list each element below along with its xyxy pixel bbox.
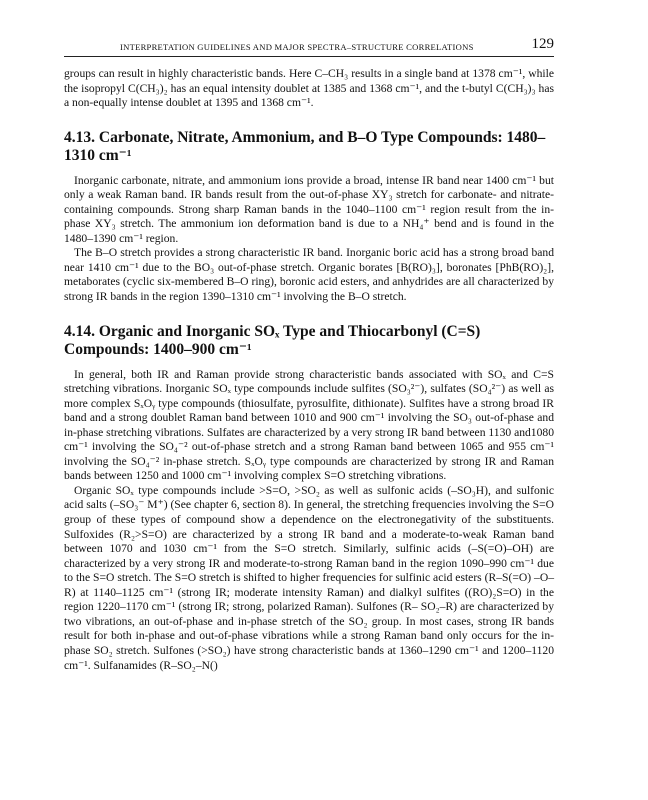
page-number: 129 (531, 36, 554, 52)
page (64, 36, 554, 673)
running-header (64, 36, 554, 57)
section-heading-4-14: 4.14. Organic and Inorganic SOₓ Type and Thiocarbonyl (C=S) Compounds: 1400–900 cm⁻¹ (64, 322, 481, 358)
section-heading-4-13: 4.13. Carbonate, Nitrate, Ammonium, and B–O Type Compounds: 1480–1310 cm⁻¹ (64, 128, 546, 164)
intro-paragraph: groups can result in highly characteristic bands. Here C–CH₃ results in a single band at 1378 cm⁻¹, while the isopropyl C(CH₃)₂ has an equal intensity doublet at 1385 and 1368 cm⁻¹, and the t-butyl C(CH₃)₃ has a non-equally intense doublet at 1395 and 1368 cm⁻¹. (64, 67, 554, 110)
paragraph: The B–O stretch provides a strong characteristic IR band. Inorganic boric acid has a strong broad band near 1410 cm⁻¹ due to the BO₃ out-of-phase stretch. Organic borates [B(RO)₃], boronates [PhB(RO)₂], metaborates (cyclic six-membered B–O ring), boronic acid esters, and anhydrides are all characterized by strong IR bands in the region 1390–1310 cm⁻¹ involving the B–O stretch. (64, 246, 554, 304)
running-title: INTERPRETATION GUIDELINES AND MAJOR SPECTRA–STRUCTURE CORRELATIONS (120, 42, 474, 52)
paragraph: Inorganic carbonate, nitrate, and ammonium ions provide a broad, intense IR band near 1400 cm⁻¹ but only a weak Raman band. IR bands result from the out-of-phase XY₃ stretch for carbonate- and nitrate-containing compounds. Strong sharp Raman bands in the 1040–1100 cm⁻¹ region result from the in-phase XY₃ stretch. The ammonium ion deformation band is due to a NH₄⁺ bend and is found in the 1480–1390 cm⁻¹ region. (64, 173, 554, 245)
paragraph: In general, both IR and Raman provide strong characteristic bands associated with SOₓ and C=S stretching vibrations. Inorganic SOₓ type compounds include sulfites (SO₃²⁻), sulfates (SO₄²⁻) as well as more complex SₓOᵧ type compounds (thiosulfate, pyrosulfite, dithionate). Sulfites have a strong broad IR band and a strong doublet Raman band between 1010 and 900 cm⁻¹ involving the SO₃ out-of-phase and in-phase stretching vibrations. Sulfates are characterized by a very strong IR band between 1130 and1080 cm⁻¹ involving the SO₄⁻² out-of-phase stretch and a strong Raman band between 1065 and 955 cm⁻¹ involving the SO₄⁻² in-phase stretch. SₓOᵧ type compounds are characterized by strong IR and Raman bands between 1250 and 1000 cm⁻¹ involving complex S=O stretching vibrations. (64, 367, 554, 483)
paragraph: Organic SOₓ type compounds include >S=O, >SO₂ as well as sulfonic acids (–SO₃H), and sulfonic acid salts (–SO₃⁻ M⁺) (See chapter 6, section 8). In general, the stretching frequencies involving the S=O group of these types of compound show a dependence on the electronegativity of the substituents. Sulfoxides (R₂>S=O) are characterized by a strong IR band and a moderate-to-weak Raman band between 1070 and 1030 cm⁻¹ from the S=O stretch. Similarly, sulfinic acids (–S(=O)–OH) are characterized by a very strong IR and moderate-to-strong Raman band in the region 1090–990 cm⁻¹ due to the S=O stretch. The S=O stretch is shifted to higher frequencies for sulfinic acid esters (R–S(=O) –O–R) at 1140–1125 cm⁻¹ (strong IR; moderate intensity Raman) and dialkyl sulfites ((RO)₂S=O) in the region 1220–1170 cm⁻¹ (strong IR; strong, polarized Raman). Sulfones (R– SO₂–R) are characterized by two vibrations, an out-of-phase and in-phase stretch of the SO₂ group. In most cases, strong IR bands result for both in-phase and out-of-phase vibrations while a strong Raman band only occurs for the in-phase SO₂ stretch. Sulfones (>SO₂) have strong characteristic bands at 1360–1290 cm⁻¹ and 1200–1120 cm⁻¹. Sulfanamides (R–SO₂–N() (64, 483, 554, 672)
